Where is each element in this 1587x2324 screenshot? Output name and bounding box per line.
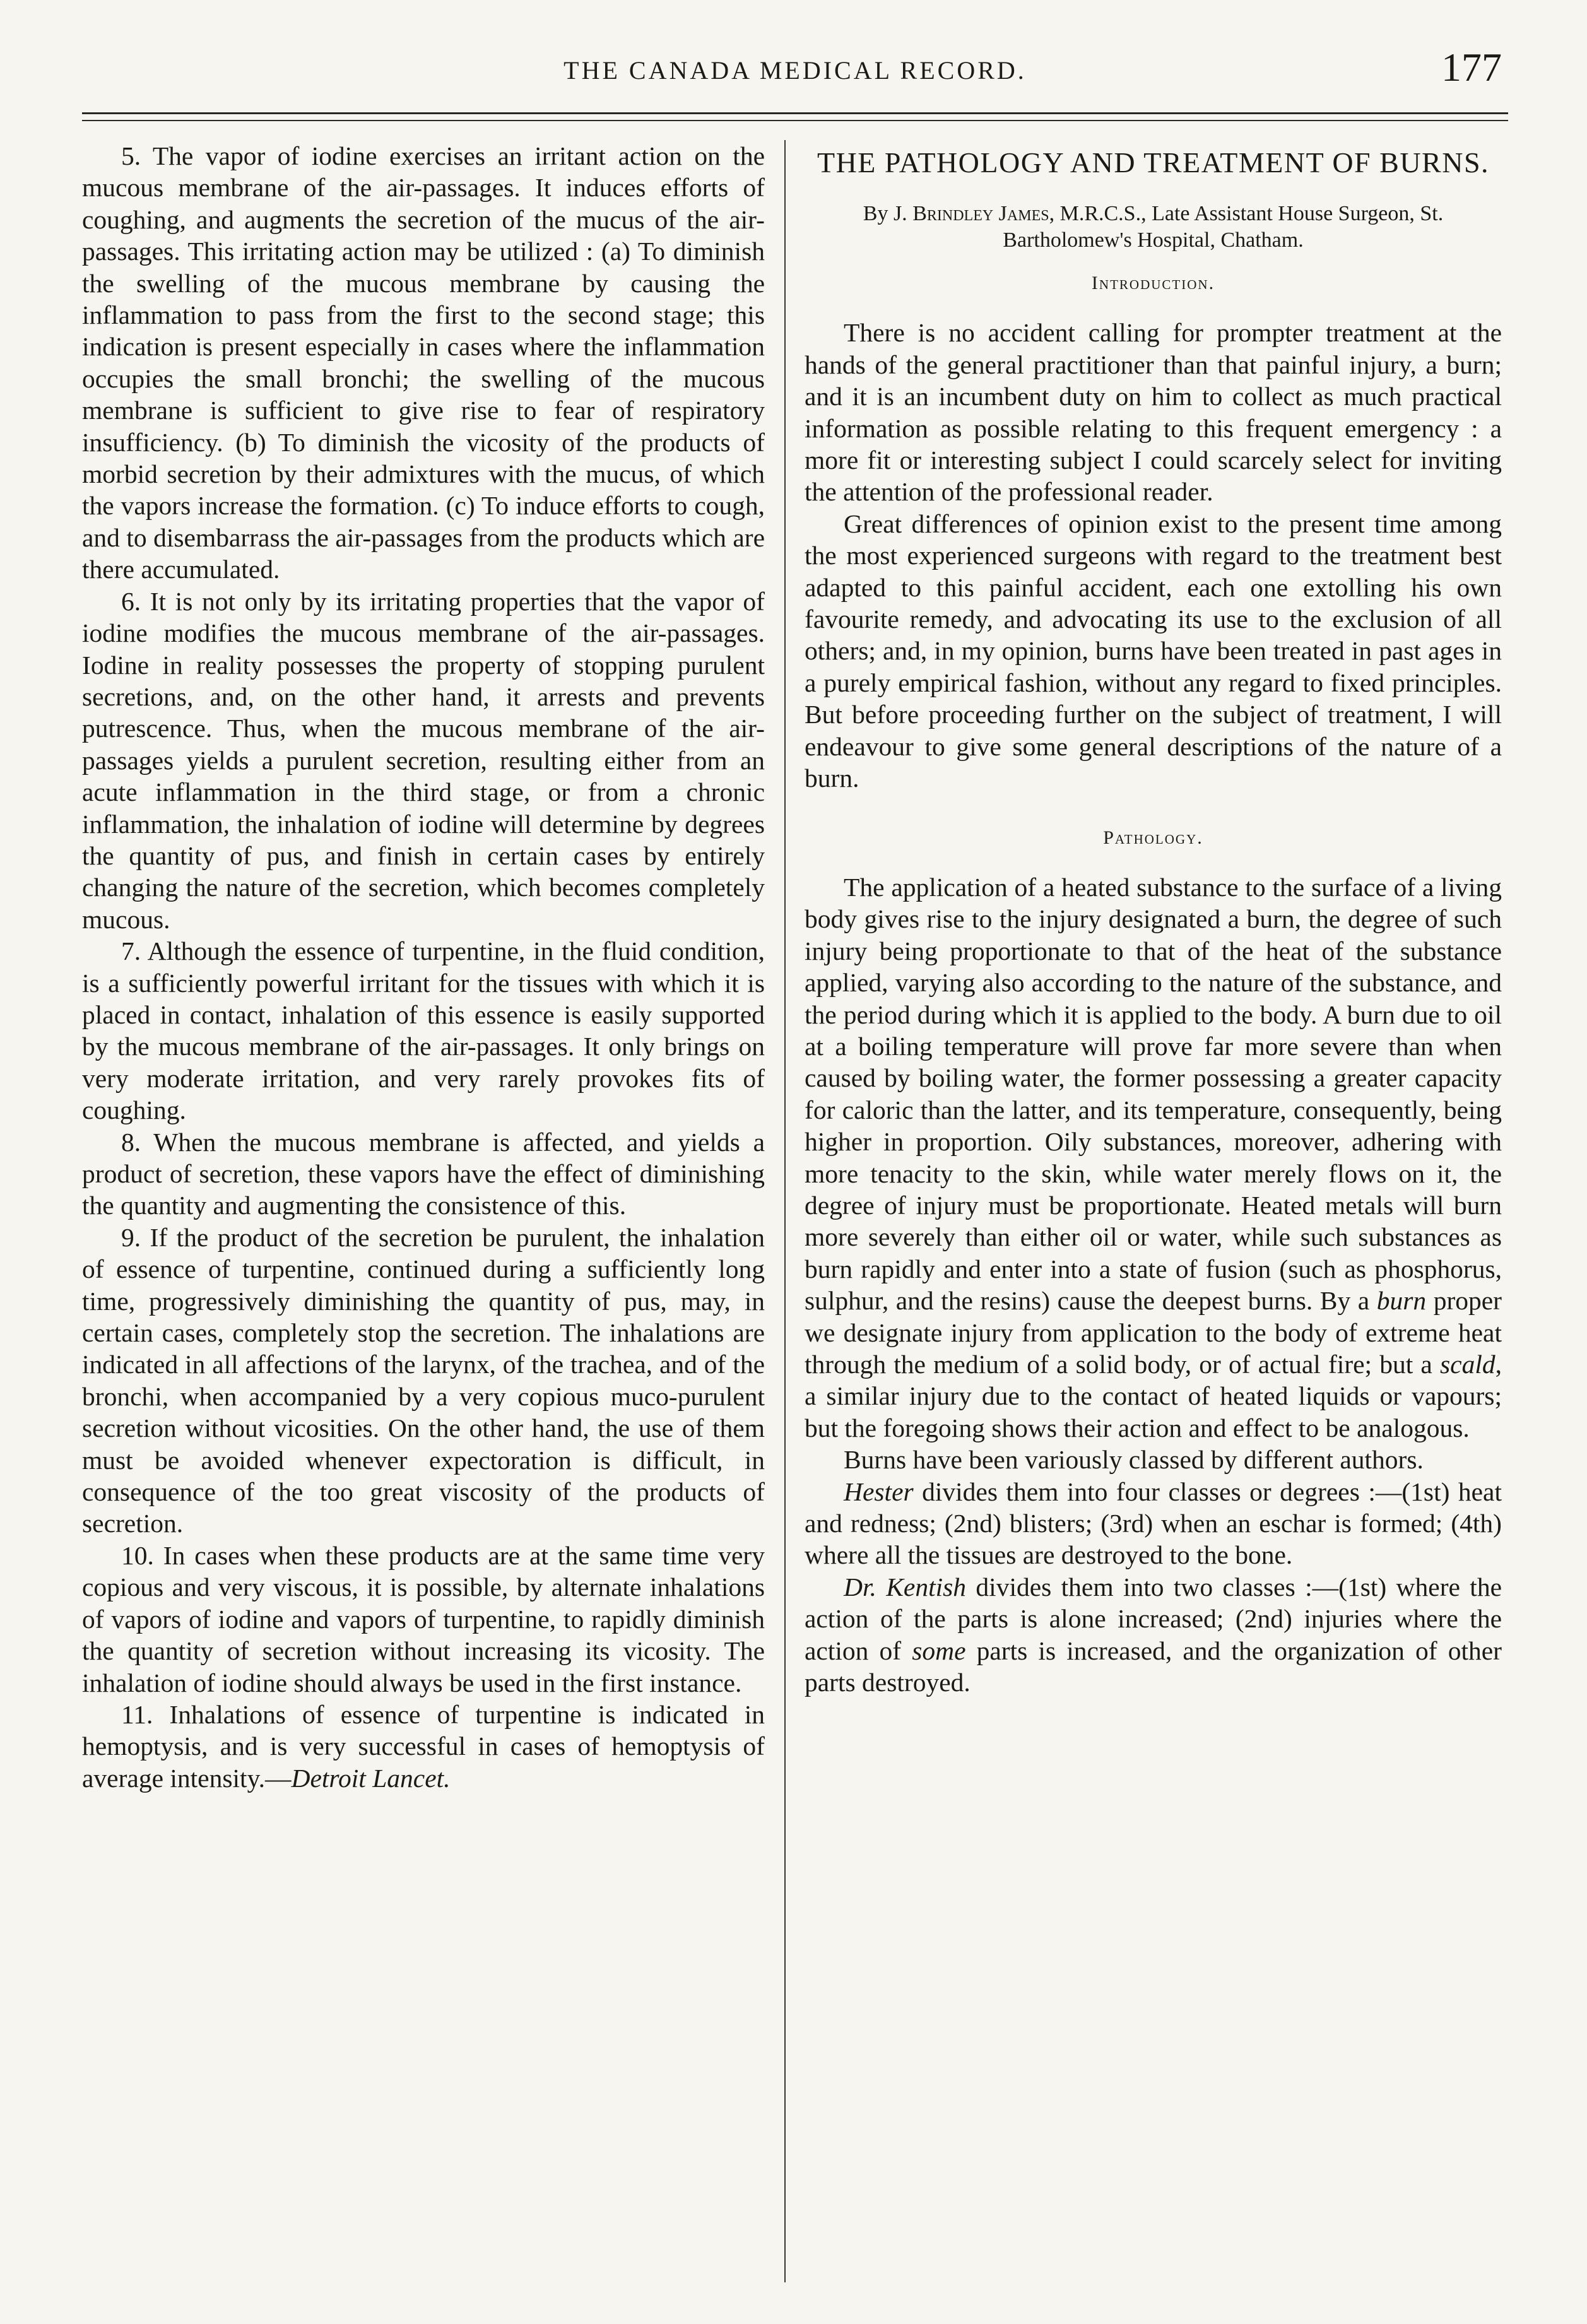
running-head (82, 44, 1508, 101)
header-rule-bottom (82, 120, 1508, 121)
article-title: THE PATHOLOGY AND TREATMENT OF BURNS. (817, 146, 1490, 179)
introduction-paragraph-1: There is no accident calling for prompter treatment at the hands of the general practitioner than that painful injury, a burn; and it is an incumbent duty on him to collect as much practical information as possible relating to this frequent emergency : a more fit or interesting subject I could scarcely select for inviting the attention of the professional reader. (805, 318, 1502, 507)
byline-rest: , M.R.C.S., Late Assistant House Surgeon, St. Bartholomew's Hospital, Chatham. (1003, 202, 1444, 252)
paragraph-8: 8. When the mucous membrane is affected, and yields a product of secretion, these vapors have the effect of diminishing the quantity and augmenting the consistence of this. (82, 1127, 765, 1220)
hester-text: divides them into four classes or degrees :—(1st) heat and redness; (2nd) blisters; (3rd) when an eschar is formed; (4th) where all the tissues are destroyed to the bone. (805, 1477, 1502, 1570)
column-divider (784, 140, 786, 2282)
paragraph-10: 10. In cases when these products are at the same time very copious and very viscous, it is possible, by alternate inhalations of vapors of iodine and vapors of turpentine, to rapidly diminish the quantity of secretion without increasing its vicosity. The inhalation of iodine should always be used in the first instance. (82, 1540, 765, 1697)
byline-author: Brindley James (912, 202, 1049, 225)
paragraph-11-text: 11. Inhalations of essence of turpentine is indicated in hemoptysis, and is very successful in cases of hemoptysis of average intensity.— (82, 1699, 765, 1793)
paragraph-11 (82, 1699, 765, 1794)
hester-name: Hester (844, 1477, 914, 1506)
pathology-paragraph-1 (805, 871, 1502, 1444)
byline (805, 201, 1502, 254)
kentish-name: Dr. Kentish (844, 1572, 967, 1601)
journal-title: THE CANADA MEDICAL RECORD. (563, 56, 1027, 85)
introduction-paragraph-2: Great differences of opinion exist to the present time among the most experienced surgeons with regard to the treatment best adapted to this painful accident, each one extolling his own favourite remedy, and advocating its use to the exclusion of all others; and, in my opinion, burns have been treated in past ages in a purely empirical fashion, without any regard to fixed principles. But before proceeding further on the subject of treatment, I will endeavour to give some general descriptions of the nature of a burn. (805, 509, 1502, 793)
burn-term: burn (1376, 1286, 1427, 1316)
pathology-p1-mid: proper we designate injury from application to the body of extreme heat through the medium of a solid body, or of actual fire; but a (805, 1286, 1502, 1379)
pathology-paragraph-2: Burns have been variously classed by different authors. (844, 1445, 1424, 1475)
source-citation: Detroit Lancet. (291, 1763, 451, 1793)
pathology-heading: Pathology. (1103, 827, 1203, 848)
paragraph-9: 9. If the product of the secretion be purulent, the inhalation of essence of turpentine, continued during a sufficiently long time, progressively diminishing the quantity of pus, may, in certain cases, completely stop the secretion. The inhalations are indicated in all affections of the larynx, of the trachea, and of the bronchi, when accompanied by a very copious muco-purulent secretion without vicosities. On the other hand, the use of them must be avoided whenever expectoration is difficult, in consequence of the too great viscosity of the products of secretion. (82, 1222, 765, 1538)
pathology-p1-end: , a similar injury due to the contact of heated liquids or vapours; but the foregoing shows their action and effect to be analogous. (805, 1350, 1502, 1442)
pathology-p1-text: The application of a heated substance to the surface of a living body gives rise to the injury designated a burn, the degree of such injury being proportionate to that of the heat of the substance applied, varying also according to the nature of the substance, and the period during which it is applied to the body. A burn due to oil at a boiling temperature will prove far more severe than when caused by boiling water, the former possessing a greater capacity for caloric than the latter, and its temperature, consequently, being higher in proportion. Oily substances, moreover, adhering with more tenacity to the skin, while water merely flows on it, the degree of injury must be proportionate. Heated metals will burn more severely than either oil or water, while such substances as burn rapidly and enter into a state of fusion (such as phosphorus, sulphur, and the resins) cause the deepest burns. By a (805, 872, 1502, 1316)
left-column (82, 140, 765, 2282)
paragraph-5: 5. The vapor of iodine exercises an irritant action on the mucous membrane of the air-passages. It induces efforts of coughing, and augments the secretion of the mucus of the air-passages. This irritating action may be utilized : (a) To diminish the swelling of the mucous membrane by causing the inflammation to pass from the first to the second stage; this indication is present especially in cases where the inflammation occupies the small bronchi; the swelling of the mucous membrane is sufficient to give rise to fear of respiratory insufficiency. (b) To diminish the vicosity of the products of morbid secretion by their admixtures with the mucus, of which the vapors increase the formation. (c) To induce efforts to cough, and to disembarrass the air-passages from the products which are there accumulated. (82, 141, 765, 584)
kentish-text: divides them into two classes :—(1st) where the action of the parts is alone increased; (2nd) injuries where the action of (805, 1572, 1502, 1665)
kentish-end: parts is increased, and the organization of other parts destroyed. (805, 1636, 1502, 1697)
paragraph-6: 6. It is not only by its irritating properties that the vapor of iodine modifies the mucous membrane of the air-passages. Iodine in reality possesses the property of stopping purulent secretions, and, on the other hand, it arrests and prevents putrescence. Thus, when the mucous membrane of the air-passages yields a purulent secretion, resulting either from an acute inflammation in the third stage, or from a chronic inflammation, the inhalation of iodine will determine by degrees the quantity of pus, and finish in certain cases by entirely changing the nature of the secretion, which becomes completely mucous. (82, 586, 765, 934)
paragraph-7: 7. Although the essence of turpentine, in the fluid condition, is a sufficiently powerful irritant for the tissues with which it is placed in contact, inhalation of this essence is easily supported by the mucous membrane of the air-passages. It only brings on very moderate irritation, and very rarely provokes fits of coughing. (82, 936, 765, 1125)
byline-prefix: By J. (863, 202, 913, 225)
header-rule-top (82, 112, 1508, 114)
kentish-some: some (912, 1636, 966, 1665)
introduction-heading: Introduction. (1091, 273, 1215, 293)
hester-paragraph (805, 1476, 1502, 1571)
right-column (805, 140, 1502, 2282)
page-number: 177 (1441, 45, 1502, 90)
kentish-paragraph (805, 1571, 1502, 1699)
scald-term: scald (1440, 1350, 1496, 1379)
